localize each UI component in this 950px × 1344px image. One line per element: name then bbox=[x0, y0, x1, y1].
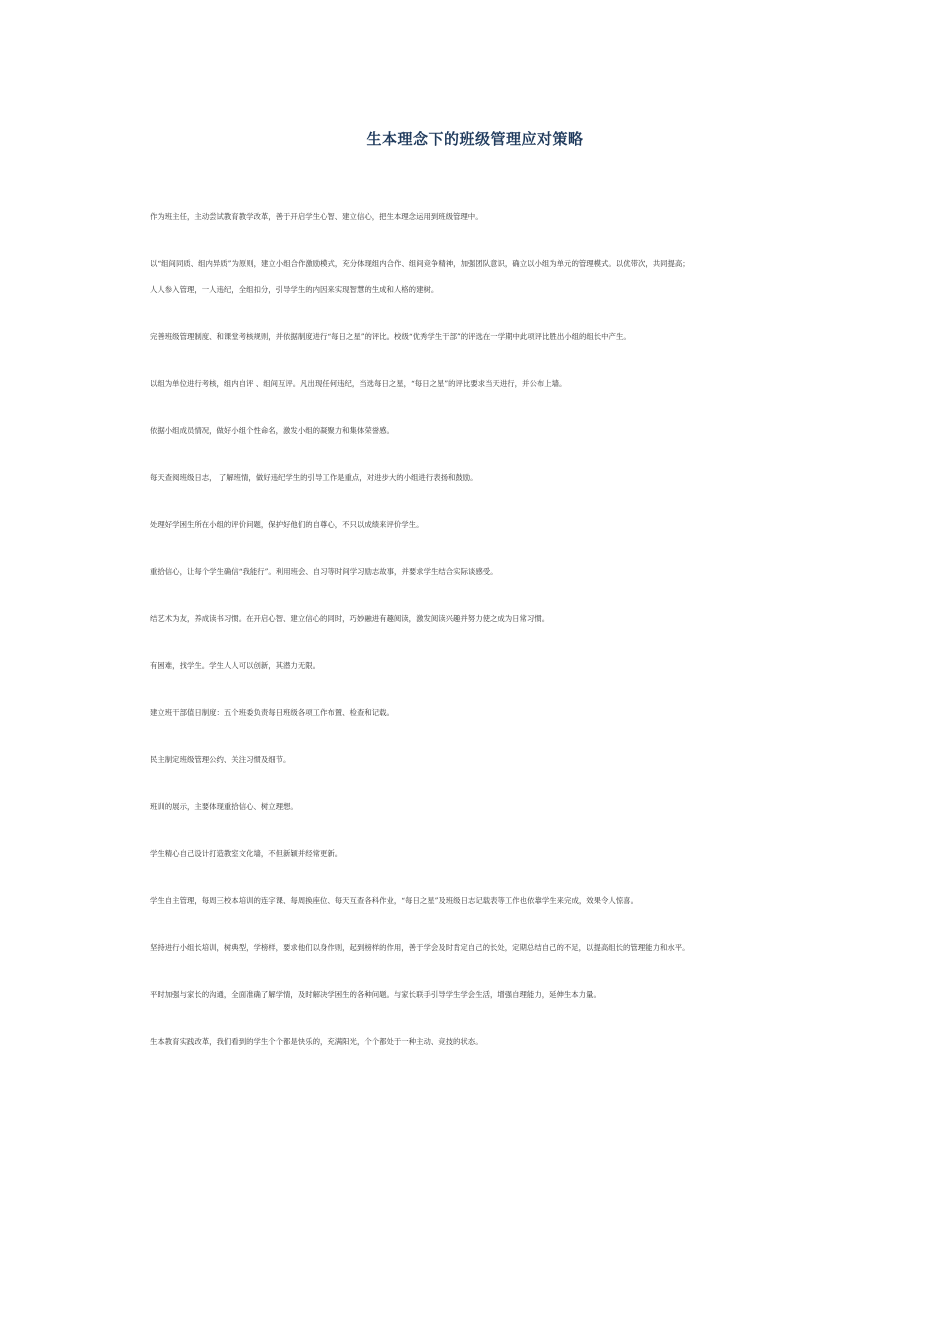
page-title: 生本理念下的班级管理应对策略 bbox=[366, 130, 584, 148]
paragraph-line: 生本教育实践改革，我们看到的学生个个都是快乐的，充满阳光，个个都处于一种主动、竞技的状态。 bbox=[150, 1037, 483, 1046]
paragraph-line: 处理好学困生所在小组的评价问题，保护好他们的自尊心，不只以成绩来评价学生。 bbox=[150, 520, 424, 529]
paragraph-line: 每天查阅班级日志， 了解班情，做好违纪学生的引导工作是重点，对进步大的小组进行表扬和鼓励。 bbox=[150, 473, 478, 482]
paragraph-line: 平时加强与家长的沟通，全面准确了解学情，及时解决学困生的各种问题。与家长联手引导学生学会生活，增强自理能力，延伸生本力量。 bbox=[150, 990, 601, 999]
paragraph bbox=[150, 418, 810, 444]
paragraph-line: 学生精心自己设计打造教室文化墙，不但新颖并经常更新。 bbox=[150, 849, 343, 858]
paragraph bbox=[150, 747, 810, 773]
paragraph-line: 民主制定班级管理公约、关注习惯及细节。 bbox=[150, 755, 291, 764]
paragraph bbox=[150, 559, 810, 585]
paragraph-line: 以组为单位进行考核，组内自评 、组间互评。凡出现任何违纪，当选每日之星，“每日之星”的评比要求当天进行，并公布上墙。 bbox=[150, 379, 567, 388]
paragraph bbox=[150, 888, 810, 914]
paragraph bbox=[150, 204, 810, 230]
paragraph-line: 作为班主任，主动尝试教育教学改革，善于开启学生心智、建立信心，把生本理念运用到班级管理中。 bbox=[150, 212, 483, 221]
paragraph bbox=[150, 935, 810, 961]
paragraph bbox=[150, 371, 810, 397]
paragraph bbox=[150, 653, 810, 679]
paragraph-line: 结艺术为友，养成读书习惯。在开启心智、建立信心的同时，巧妙融进有趣阅读，激发阅读兴趣并努力使之成为日常习惯。 bbox=[150, 614, 550, 623]
paragraph-line: 以“组间同质、组内异质”为原则，建立小组合作激励模式，充分体现组内合作、组间竞争精神，加强团队意识，确立以小组为单元的管理模式。以优带次，共同提高； bbox=[150, 259, 690, 268]
paragraph bbox=[150, 465, 810, 491]
paragraph bbox=[150, 841, 810, 867]
paragraph-line: 依据小组成员情况，做好小组个性命名，激发小组的凝聚力和集体荣誉感。 bbox=[150, 426, 394, 435]
paragraph bbox=[150, 794, 810, 820]
paragraph bbox=[150, 700, 810, 726]
paragraph-line: 完善班级管理制度、和课堂考核规则，并依据制度进行“每日之星”的评比。校级“优秀学生干部”的评选在一学期中此项评比胜出小组的组长中产生。 bbox=[150, 332, 631, 341]
document-body bbox=[150, 204, 810, 1055]
paragraph-line: 学生自主管理，每周三校本培训的连字课、每周换座位、每天互查各科作业，“每日之星”及班级日志记载表等工作也依靠学生来完成，效果令人惊喜。 bbox=[150, 896, 638, 905]
paragraph bbox=[150, 324, 810, 350]
paragraph bbox=[150, 251, 810, 303]
paragraph bbox=[150, 606, 810, 632]
paragraph-line: 坚持进行小组长培训，树典型，学榜样，要求他们以身作则，起到榜样的作用，善于学会及时肯定自己的长处，定期总结自己的不足，以提高组长的管理能力和水平。 bbox=[150, 943, 690, 952]
paragraph bbox=[150, 1029, 810, 1055]
paragraph-line: 人人参入管理，一人违纪，全组扣分，引导学生的内因来实现智慧的生成和人格的建树。 bbox=[150, 285, 439, 294]
paragraph bbox=[150, 512, 810, 538]
paragraph bbox=[150, 982, 810, 1008]
paragraph-line: 建立班干部值日制度：五个班委负责每日班级各项工作布置、检查和记载。 bbox=[150, 708, 394, 717]
paragraph-line: 班训的展示，主要体现重拾信心、树立理想。 bbox=[150, 802, 298, 811]
paragraph-line: 有困难，找学生。学生人人可以创新，其潜力无限。 bbox=[150, 661, 320, 670]
paragraph-line: 重拾信心，让每个学生确信“我能行”。利用班会、自习等时间学习励志故事，并要求学生结合实际谈感受。 bbox=[150, 567, 498, 576]
